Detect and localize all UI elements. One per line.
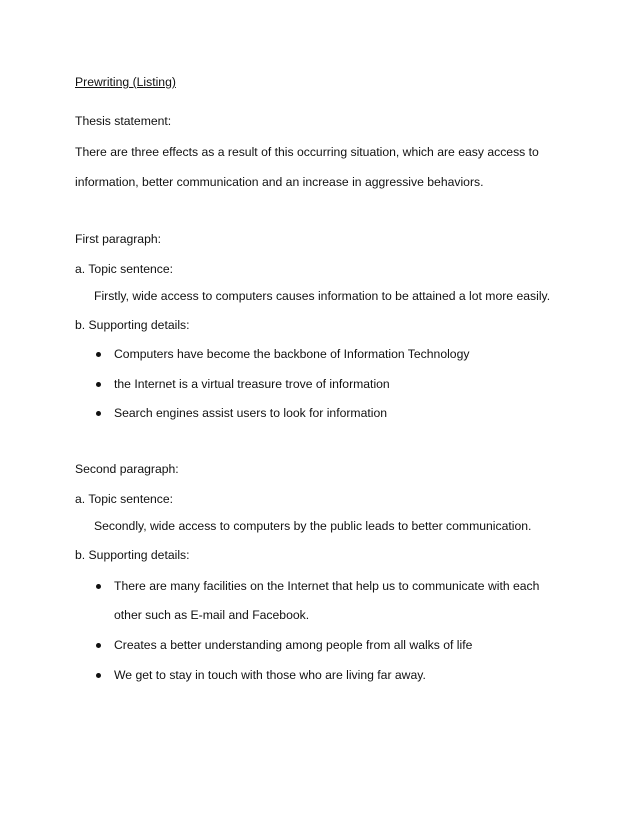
paragraph-1-bullet-3: Search engines assist users to look for information: [114, 406, 387, 420]
bullet-dot-icon: [96, 352, 101, 357]
paragraph-1-details-label: b. Supporting details:: [75, 318, 190, 332]
bullet-dot-icon: [96, 643, 101, 648]
paragraph-2-topic-label: a. Topic sentence:: [75, 492, 174, 506]
paragraph-1-topic-sentence: Firstly, wide access to computers causes information to be attained a lot more easily.: [94, 289, 551, 303]
paragraph-1-bullet-1: Computers have become the backbone of Information Technology: [114, 347, 470, 361]
paragraph-2-details-label: b. Supporting details:: [75, 548, 190, 562]
paragraph-2-heading: Second paragraph:: [75, 462, 179, 476]
paragraph-1-heading: First paragraph:: [75, 232, 162, 246]
paragraph-2-bullet-2: Creates a better understanding among people from all walks of life: [114, 638, 473, 652]
paragraph-1-bullet-2: the Internet is a virtual treasure trove of information: [114, 377, 390, 391]
paragraph-1-topic-label: a. Topic sentence:: [75, 262, 174, 276]
paragraph-2-bullet-1-line-2: other such as E-mail and Facebook.: [114, 608, 310, 622]
thesis-line-2: information, better communication and an increase in aggressive behaviors.: [75, 175, 484, 189]
bullet-dot-icon: [96, 411, 101, 416]
bullet-dot-icon: [96, 673, 101, 678]
bullet-dot-icon: [96, 382, 101, 387]
paragraph-2-bullet-1-line-1: There are many facilities on the Internet that help us to communicate with each: [114, 579, 540, 593]
document-title: Prewriting (Listing): [75, 75, 176, 89]
paragraph-2-topic-sentence: Secondly, wide access to computers by the public leads to better communication.: [94, 519, 532, 533]
paragraph-2-bullet-3: We get to stay in touch with those who are living far away.: [114, 668, 426, 682]
thesis-line-1: There are three effects as a result of this occurring situation, which are easy access to: [75, 145, 539, 159]
bullet-dot-icon: [96, 584, 101, 589]
thesis-label: Thesis statement:: [75, 114, 172, 128]
